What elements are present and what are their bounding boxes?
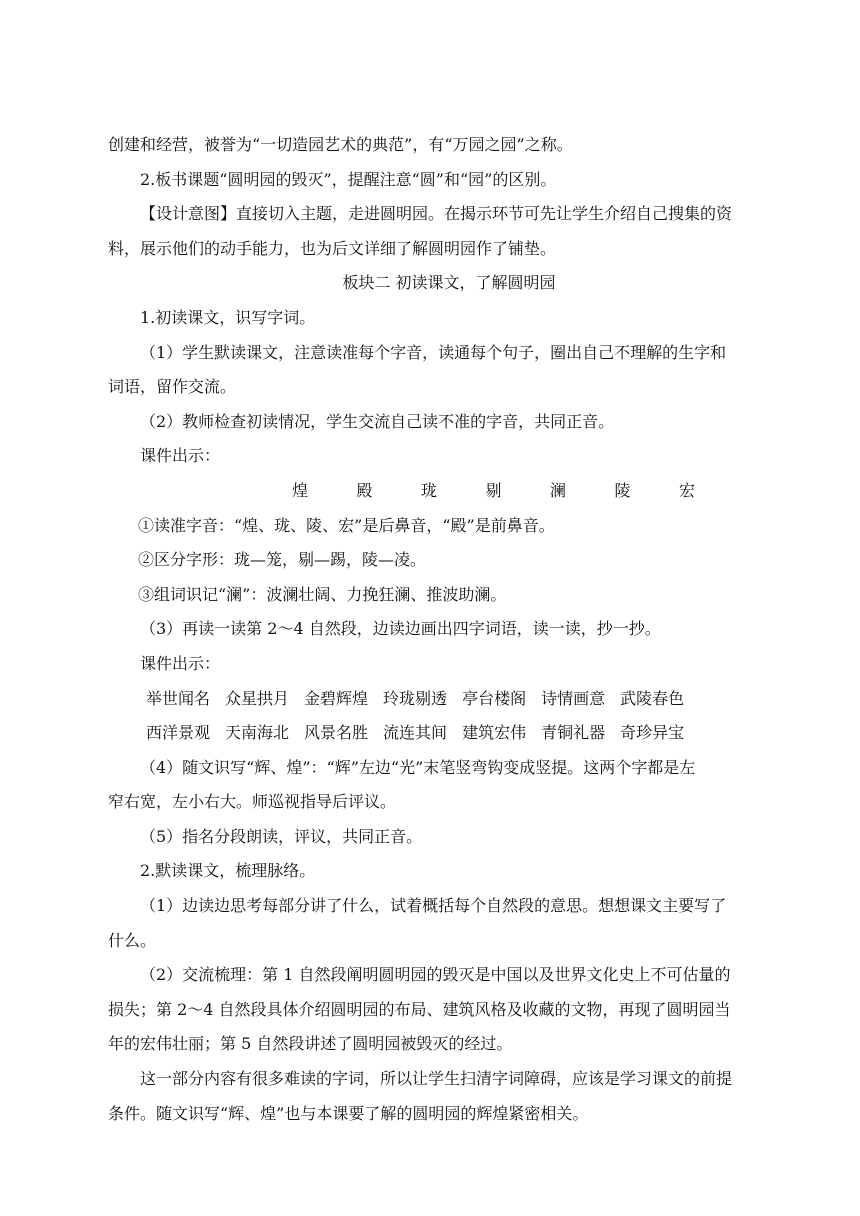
paragraph-line: 料，展示他们的动手能力，也为后文详细了解圆明园作了铺垫。 — [108, 238, 557, 258]
character: 煌 — [292, 480, 309, 500]
paragraph-line: （5）指名分段朗读，评议，共同正音。 — [140, 826, 423, 846]
document-body — [108, 128, 790, 1131]
word: 亭台楼阁 — [462, 688, 527, 708]
section-heading: 板块二 初读课文，了解圆明园 — [342, 273, 556, 293]
paragraph-line: 课件出示： — [140, 446, 221, 466]
word: 玲珑剔透 — [383, 688, 448, 708]
word: 众星拱月 — [225, 688, 290, 708]
character-list — [108, 474, 790, 509]
paragraph-line: ①读准字音：“煌、珑、陵、宏”是后鼻音，“殿”是前鼻音。 — [138, 515, 555, 535]
word-list-row — [108, 716, 790, 751]
paragraph-line: 年的宏伟壮丽；第 5 自然段讲述了圆明园被毁灭的经过。 — [108, 1034, 513, 1054]
paragraph-line: 课件出示： — [140, 653, 221, 673]
paragraph-line: 【设计意图】直接切入主题，走进圆明园。在揭示环节可先让学生介绍自己搜集的资 — [140, 204, 733, 224]
paragraph-line: 损失；第 2～4 自然段具体介绍圆明园的布局、建筑风格及收藏的文物，再现了圆明园当 — [108, 999, 731, 1019]
word: 西洋景观 — [146, 723, 211, 743]
word: 天南海北 — [225, 723, 290, 743]
paragraph-line: 2.板书课题“圆明园的毁灭”，提醒注意“圆”和“园”的区别。 — [140, 169, 557, 189]
paragraph-line: 窄右宽，左小右大。师巡视指导后评议。 — [108, 792, 397, 812]
character: 澜 — [550, 480, 567, 500]
word: 诗情画意 — [541, 688, 606, 708]
word: 金碧辉煌 — [304, 688, 369, 708]
word: 建筑宏伟 — [462, 723, 527, 743]
paragraph-line: （1）学生默读课文，注意读准每个字音，读通每个句子，圈出自己不理解的生字和 — [140, 342, 727, 362]
character: 珑 — [421, 480, 438, 500]
word: 奇珍异宝 — [620, 723, 685, 743]
paragraph-line: （4）随文识写“辉、煌”：“辉”左边“光”末笔竖弯钩变成竖提。这两个字都是左 — [140, 757, 696, 777]
character: 殿 — [356, 480, 373, 500]
paragraph-line: ②区分字形：珑—笼，剔—踢，陵—凌。 — [138, 550, 427, 570]
paragraph-line: ③组词识记“澜”：波澜壮阔、力挽狂澜、推波助澜。 — [138, 584, 507, 604]
paragraph-line: 什么。 — [108, 930, 157, 950]
paragraph-line: 词语，留作交流。 — [108, 377, 237, 397]
paragraph-line: 条件。随文识写“辉、煌”也与本课要了解的圆明园的辉煌紧密相关。 — [108, 1103, 589, 1123]
word: 武陵春色 — [620, 688, 685, 708]
paragraph-line: （2）交流梳理：第 1 自然段阐明圆明园的毁灭是中国以及世界文化史上不可估量的 — [140, 965, 731, 985]
word: 青铜礼器 — [541, 723, 606, 743]
paragraph-line: （2）教师检查初读情况，学生交流自己读不准的字音，共同正音。 — [140, 411, 615, 431]
word: 举世闻名 — [146, 688, 211, 708]
paragraph-line: （1）边读边思考每部分讲了什么，试着概括每个自然段的意思。想想课文主要写了 — [140, 896, 727, 916]
word-list-row — [108, 682, 790, 717]
word: 风景名胜 — [304, 723, 369, 743]
paragraph-line: 1.初读课文，识写字词。 — [140, 307, 316, 327]
paragraph-line: （3）再读一读第 2～4 自然段，边读边画出四字词语，读一读，抄一抄。 — [140, 619, 661, 639]
paragraph-line: 2.默读课文，梳理脉络。 — [140, 861, 316, 881]
paragraph-line: 这一部分内容有很多难读的字词，所以让学生扫清字词障碍，应该是学习课文的前提 — [140, 1069, 733, 1089]
character: 陵 — [614, 480, 631, 500]
word: 流连其间 — [383, 723, 448, 743]
character: 剔 — [485, 480, 502, 500]
character: 宏 — [679, 480, 696, 500]
paragraph-line: 创建和经营，被誉为“一切造园艺术的典范”，有“万园之园”之称。 — [108, 135, 573, 154]
